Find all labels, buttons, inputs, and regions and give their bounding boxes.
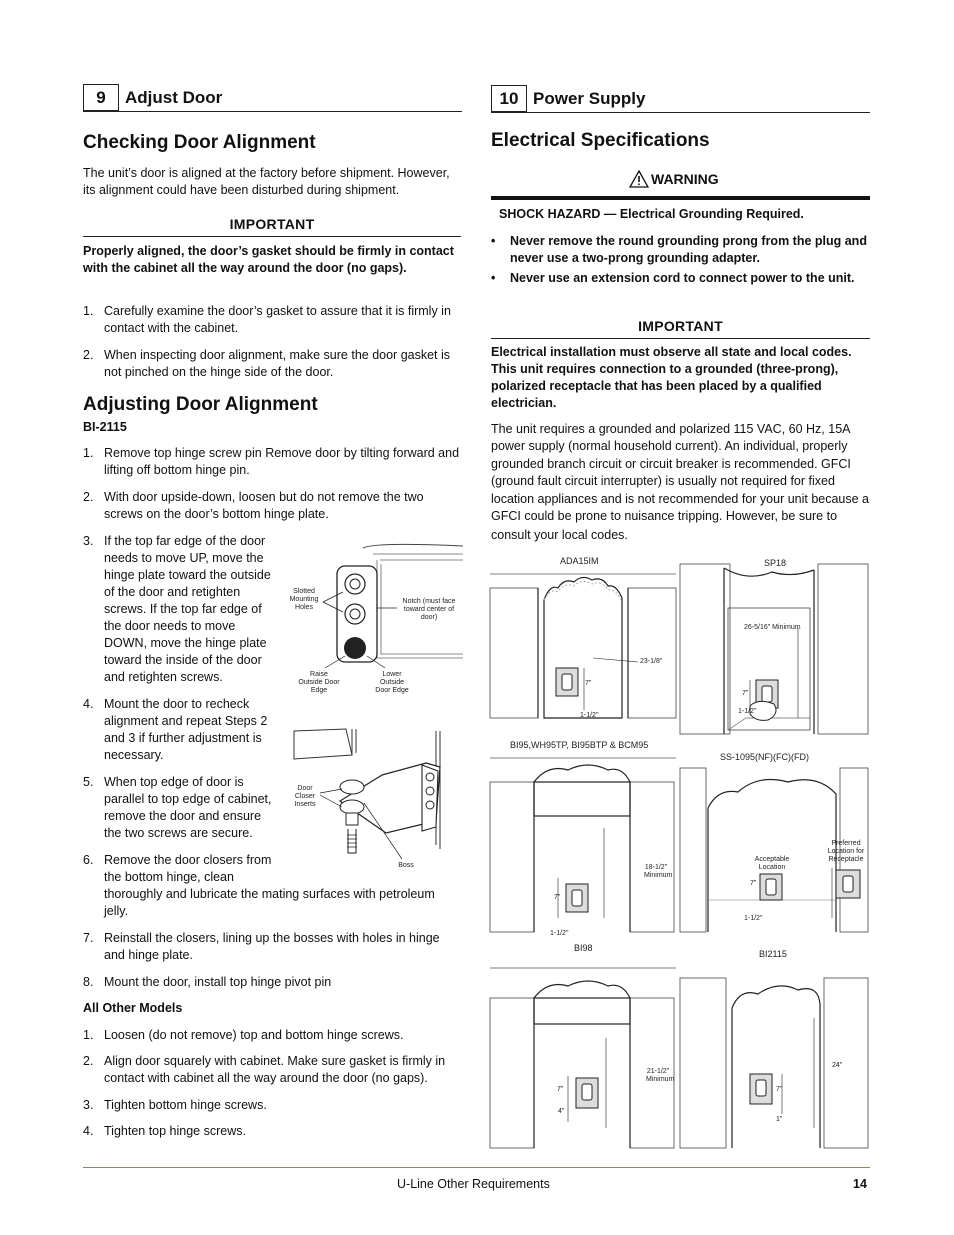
body-text-last: consult your local codes. <box>491 528 628 542</box>
list-number: 3. <box>83 534 94 548</box>
list-text: Loosen (do not remove) top and bottom hinge screws. <box>104 1028 404 1042</box>
list-text: With door upside-down, loosen but do not remove the two screws on the door’s bottom hinge plate. <box>104 490 424 521</box>
lower-edge-label: Lower Outside Door Edge <box>375 671 409 694</box>
bi98-diagram <box>490 968 676 1148</box>
list-number: 4. <box>83 1124 94 1138</box>
closer-inserts-label: Door Closer Inserts <box>294 785 316 808</box>
list-number: 1. <box>83 304 94 318</box>
ada-dim-c: 1-1/2" <box>580 712 599 719</box>
checking-intro: The unit’s door is aligned at the factory before shipment. However, its alignment could have been disturbed during shipment. <box>83 166 450 197</box>
ada-title: ADA15IM <box>560 556 599 566</box>
preferred-location-label: Preferred Location for Receptacle <box>827 840 865 863</box>
bi2115-dim-b: 7" <box>776 1086 783 1093</box>
notch-label: Notch (must face toward center of door) <box>402 598 456 621</box>
list-text: When top edge of door is parallel to top edge of cabinet, remove the door and ensure the two screws are secure. <box>104 775 272 840</box>
model-label: BI-2115 <box>83 420 127 434</box>
page-number: 14 <box>853 1177 867 1191</box>
list-text: When inspecting door alignment, make sure the door gasket is not pinched on the hinge side of the door. <box>104 348 451 379</box>
list-text: Tighten bottom hinge screws. <box>104 1098 267 1112</box>
elec-heading: Electrical Specifications <box>491 130 710 151</box>
list-text: Reinstall the closers, lining up the bosses with holes in hinge and hinge plate. <box>104 931 440 962</box>
checking-heading: Checking Door Alignment <box>83 132 316 153</box>
list-text: Remove the door closers from the bottom hinge, clean <box>104 853 272 884</box>
list-number: 4. <box>83 697 94 711</box>
list-number: 2. <box>83 348 94 362</box>
list-number: 1. <box>83 446 94 460</box>
list-text: Carefully examine the door’s gasket to assure that it is firmly in contact with the cabinet. <box>104 304 451 335</box>
installation-diagrams <box>488 548 870 1154</box>
ss1095-title: SS-1095(NF)(FC)(FD) <box>720 752 809 762</box>
bi95-dim-c: 1-1/2" <box>550 930 569 937</box>
bi95-dim-a: 18-1/2" Minimum <box>644 864 673 879</box>
other-models-label: All Other Models <box>83 1001 183 1015</box>
bi98-dim-c: 4" <box>558 1108 565 1115</box>
list-number: 2. <box>83 490 94 504</box>
bullet-icon: • <box>491 234 496 248</box>
section-9-header <box>83 84 462 112</box>
bullet-icon: • <box>491 271 496 285</box>
list-text: thoroughly and lubricate the mating surfaces with petroleum jelly. <box>104 887 435 918</box>
list-number: 8. <box>83 975 94 989</box>
ada-diagram <box>490 574 676 718</box>
boss-label: Boss <box>398 862 414 869</box>
bi98-dim-a: 21-1/2" Minimum <box>646 1068 675 1083</box>
bi98-title: BI98 <box>574 943 593 953</box>
list-text: If the top far edge of the door needs to move UP, move the hinge plate toward the outside of the door and retighten screws. If the top far edge of the door needs to move DOWN, move the hinge plate toward the inside of the door and retighten screws. <box>104 534 271 684</box>
important-label: IMPORTANT <box>491 318 870 339</box>
shock-hazard: SHOCK HAZARD — Electrical Grounding Required. <box>499 207 804 221</box>
list-text: Align door squarely with cabinet. Make sure gasket is firmly in contact with cabinet all the way around the door (no gaps). <box>104 1054 446 1085</box>
important-text: Properly aligned, the door’s gasket should be firmly in contact with the cabinet all the way around the door (no gaps). <box>83 244 454 275</box>
bi95-diagram <box>490 758 676 932</box>
warning-triangle-icon <box>629 170 649 188</box>
bi2115-dim-c: 1" <box>776 1116 783 1123</box>
sp18-title: SP18 <box>764 558 787 568</box>
list-number: 6. <box>83 853 94 867</box>
raise-edge-label: Raise Outside Door Edge <box>298 671 340 694</box>
section-10-header <box>491 85 870 113</box>
ada-dim-b: 7" <box>585 680 592 687</box>
ss1095-dim-c: 1-1/2" <box>744 915 763 922</box>
ada-dim-a: 23-1/8" <box>640 658 663 665</box>
list-number: 3. <box>83 1098 94 1112</box>
bi2115-dim-a: 24" <box>832 1062 843 1069</box>
acceptable-location-label: Acceptable Location <box>754 856 790 871</box>
section-title: Adjust Door <box>125 88 223 107</box>
list-text: Mount the door, install top hinge pivot pin <box>104 975 332 989</box>
list-text: Mount the door to recheck alignment and repeat Steps 2 and 3 if further adjustment is necessary. <box>104 697 268 762</box>
section-number: 9 <box>83 84 119 111</box>
sp18-dim-a: 26-5/16" Minimum <box>744 624 801 631</box>
sp18-dim-c: 1-1/2" <box>738 708 757 715</box>
list-number: 7. <box>83 931 94 945</box>
warning-label: WARNING <box>651 171 719 187</box>
footer-label: U-Line Other Requirements <box>397 1177 550 1191</box>
list-number: 1. <box>83 1028 94 1042</box>
sp18-diagram <box>680 564 868 734</box>
list-text: Remove top hinge screw pin Remove door by tilting forward and lifting off bottom hinge pin. <box>104 446 460 477</box>
important-text: Electrical installation must observe all state and local codes. This unit requires connection to a grounded (three-prong), polarized receptacle that has been placed by a qualified electrician. <box>491 345 852 410</box>
bi98-dim-b: 7" <box>557 1086 564 1093</box>
bi95-dim-b: 7" <box>554 894 561 901</box>
warning-banner <box>491 168 870 200</box>
bullet-text: Never use an extension cord to connect power to the unit. <box>510 271 855 285</box>
footer-rule <box>83 1167 870 1168</box>
list-text: Tighten top hinge screws. <box>104 1124 246 1138</box>
bullet-text: Never remove the round grounding prong from the plug and never use a two-prong grounding adapter. <box>510 234 867 265</box>
bi2115-title: BI2115 <box>759 949 787 959</box>
list-number: 5. <box>83 775 94 789</box>
important-label: IMPORTANT <box>83 216 461 237</box>
bi95-title: BI95,WH95TP, BI95BTP & BCM95 <box>510 740 649 750</box>
slotted-holes-label: Slotted Mounting Holes <box>289 588 319 611</box>
section-title: Power Supply <box>533 89 646 108</box>
list-number: 2. <box>83 1054 94 1068</box>
body-text: The unit requires a grounded and polarized 115 VAC, 60 Hz, 15A power supply (normal household current). An individual, properly grounded branch circuit or circuit breaker is recommended. GFCI (ground fault circuit interrupter) is usually not required for fixed location appliances and is not recommended for your unit because a GFCI could be prone to nuisance tripping. However, be sure to <box>491 422 870 524</box>
section-number: 10 <box>491 85 527 112</box>
adjusting-heading: Adjusting Door Alignment <box>83 394 318 415</box>
sp18-dim-b: 7" <box>742 690 749 697</box>
ss1095-dim-b: 7" <box>750 880 757 887</box>
